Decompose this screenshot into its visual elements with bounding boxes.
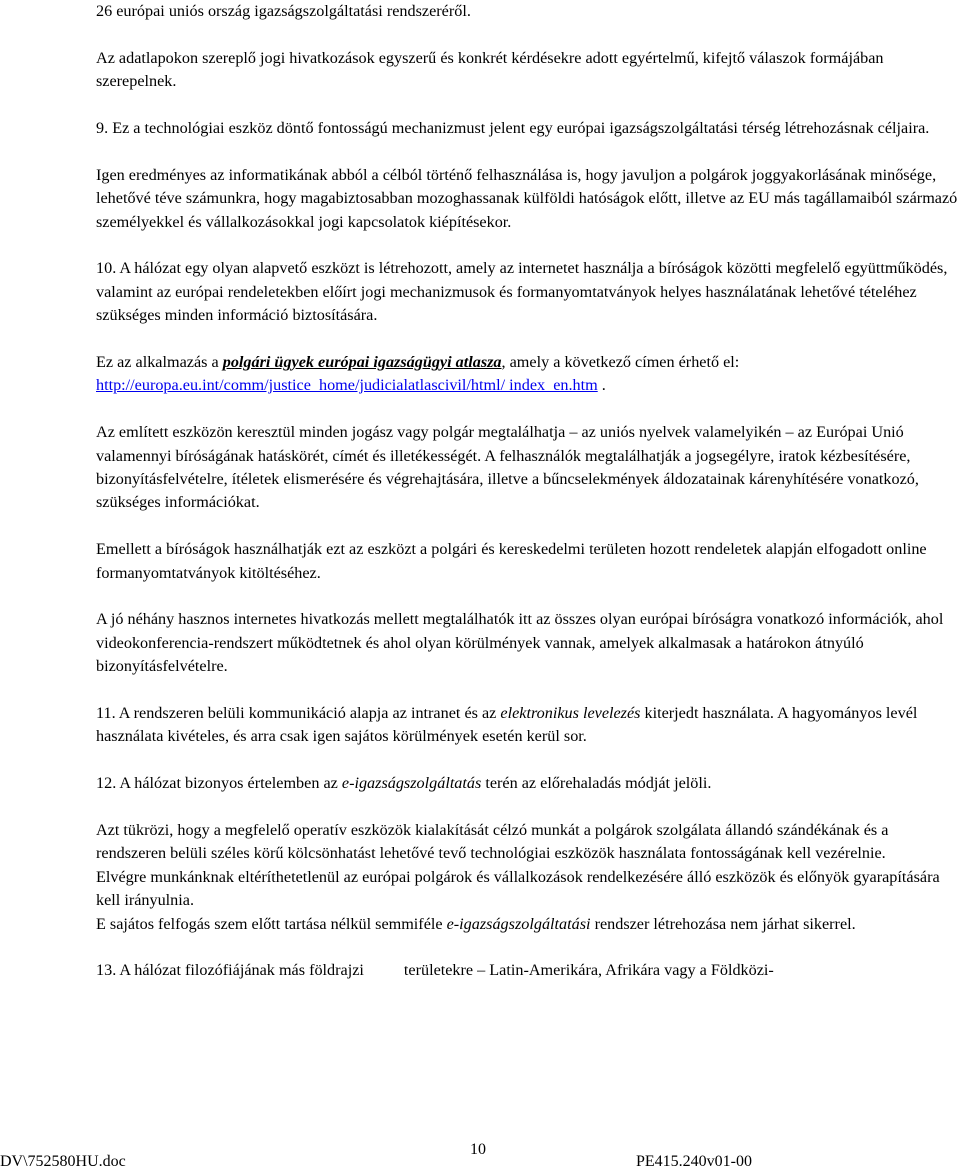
paragraph-11 bbox=[96, 702, 958, 749]
paragraph-courts-forms: Emellett a bíróságok használhatják ezt az eszközt a polgári és kereskedelmi területen hozott rendeletek alapján elfogadott online formanyomtatványok kitöltéséhez. bbox=[96, 540, 927, 582]
p12-post: terén az előrehaladás módját jelöli. bbox=[481, 774, 712, 793]
atlas-title: polgári ügyek európai igazságügyi atlasza bbox=[222, 353, 502, 372]
footer-doc-id: DV\752580HU.doc bbox=[0, 1153, 126, 1170]
atlas-text-tail: . bbox=[597, 376, 606, 395]
p13-left: 13. A hálózat filozófiájának más földrajzi bbox=[96, 961, 364, 980]
paragraph-videoconference: A jó néhány hasznos internetes hivatkozás mellett megtalálhatók itt az összes olyan európai bíróságra vonatkozó információk, ahol videokonferencia-rendszert működtetnek és ahol olyan körülmények vannak, amelyek alkalmasak a határokon átnyúló bizonyításfelvételre. bbox=[96, 610, 944, 676]
paragraph-specific-approach bbox=[96, 913, 958, 936]
page-footer bbox=[0, 1141, 960, 1169]
atlas-link[interactable]: http://europa.eu.int/comm/justice_home/judicialatlascivil/html/ index_en.htm bbox=[96, 376, 598, 395]
p13-right: területekre – Latin-Amerikára, Afrikára vagy a Földközi- bbox=[403, 961, 774, 980]
paragraph-after-all: Elvégre munkánknak eltéríthetetlenül az európai polgárok és vállalkozások rendelkezésére álló eszközök és előnyök gyarapítására kell irányulnia. bbox=[96, 867, 940, 910]
paragraph-legal-references: Az adatlapokon szereplő jogi hivatkozások egyszerű és konkrét kérdésekre adott egyértelmű, kifejtő válaszok formájában szerepelnek. bbox=[96, 48, 884, 91]
paragraph-reflects: Azt tükrözi, hogy a megfelelő operatív eszközök kialakítását célzó munkát a polgárok szolgálata állandó szándékának és a rendszeren belüli széles körű kölcsönhatást lehetővé tevő technológiai eszközök használata fontosságának kell vezérelnie. bbox=[96, 821, 889, 863]
paragraph-10: 10. A hálózat egy olyan alapvető eszközt is létrehozott, amely az internetet használja a bíróságok közötti megfelelő együttműködés, valamint az európai rendeletekben előírt jogi mechanizmusok és formanyomtatványok helyes használatának lehetővé tételéhez szükséges minden információ biztosítására. bbox=[96, 259, 948, 325]
p11-post: kiterjedt használata. A hagyományos levél használata kivételes, és arra csak igen sajátos körülmények esetén kerül sor. bbox=[96, 704, 918, 746]
paragraph-tool-usage: Az említett eszközön keresztül minden jogász vagy polgár megtalálhatja – az uniós nyelvek valamelyikén – az Európai Unió valamennyi bíróságának hatáskörét, címét és illetékességét. A felhasználók megtalálhatják a jogsegélyre, iratok kézbesítésére, bizonyításfelvételre, ítéletek elismerésére és végrehajtására, illetve a bűncselekmények áldozatainak kárenyhítésére vonatkozó, szükséges információkat. bbox=[96, 423, 919, 512]
p11-em: elektronikus levelezés bbox=[500, 704, 641, 723]
p13-post: rendszer létrehozása nem járhat sikerrel. bbox=[590, 914, 856, 933]
p12-em: e-igazságszolgáltatás bbox=[341, 774, 482, 793]
footer-page-number: 10 bbox=[470, 1141, 486, 1158]
p13-pre: E sajátos felfogás szem előtt tartása nélkül semmiféle bbox=[96, 914, 447, 933]
paragraph-atlas bbox=[96, 351, 958, 398]
paragraph-13 bbox=[96, 959, 958, 982]
atlas-text-pre: Ez az alkalmazás a bbox=[96, 353, 223, 372]
p11-pre: 11. A rendszeren belüli kommunikáció alapja az intranet és az bbox=[96, 704, 501, 723]
document-page bbox=[96, 0, 958, 983]
paragraph-12 bbox=[96, 772, 958, 795]
atlas-text-post: , amely a következő címen érhető el: bbox=[501, 353, 740, 372]
footer-reference: PE415.240v01-00 bbox=[636, 1153, 752, 1170]
paragraph-9: 9. Ez a technológiai eszköz döntő fontosságú mechanizmust jelent egy európai igazságszolgáltatási térség létrehozásnak céljaira. bbox=[96, 119, 930, 137]
p13-em: e-igazságszolgáltatási bbox=[446, 914, 591, 933]
paragraph-intro-end: 26 európai uniós ország igazságszolgáltatási rendszeréről. bbox=[96, 2, 471, 20]
paragraph-informatics: Igen eredményes az informatikának abból a célból történő felhasználása is, hogy javuljon a polgárok joggyakorlásának minősége, lehetővé téve számunkra, hogy magabiztosabban mozoghassanak külföldi hatóságok előtt, illetve az EU más tagállamaiból származó személyekkel és vállalkozásokkal jogi kapcsolatok kiépítésekor. bbox=[96, 165, 958, 231]
p12-pre: 12. A hálózat bizonyos értelemben az bbox=[96, 774, 342, 793]
